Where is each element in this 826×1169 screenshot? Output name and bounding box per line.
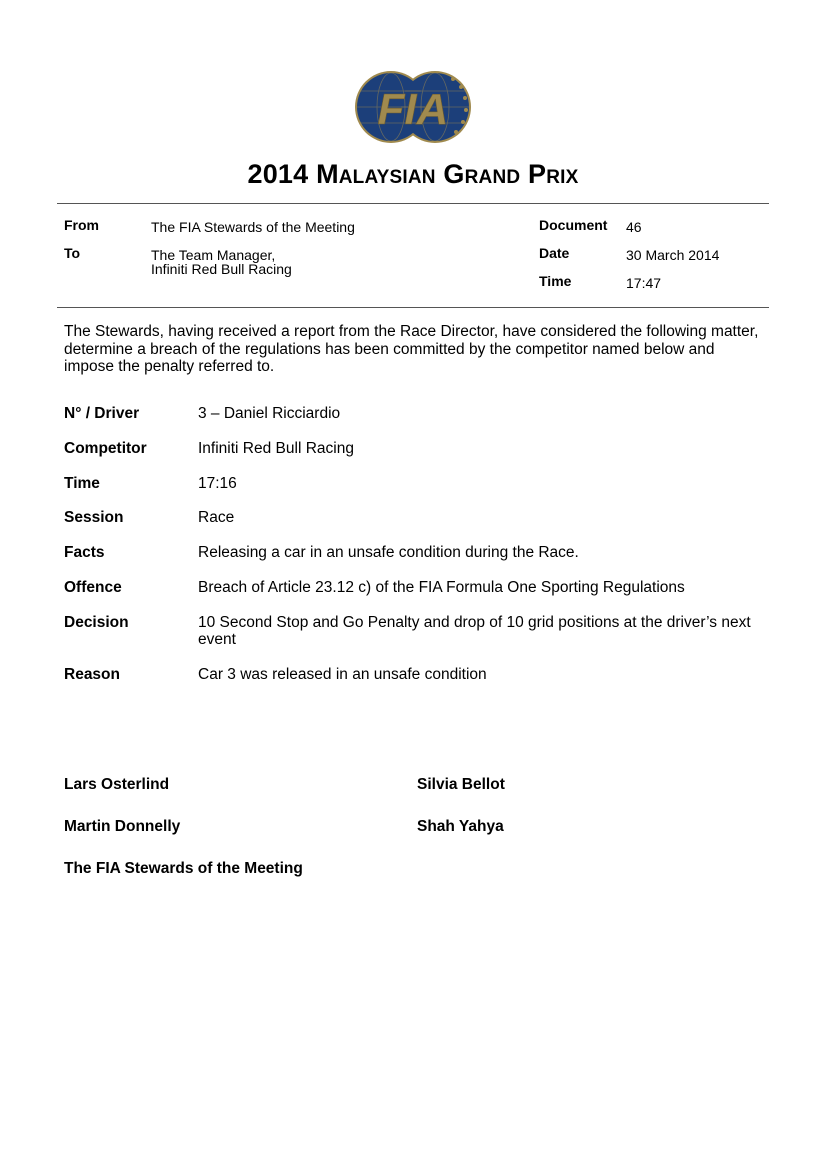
steward-name: Lars Osterlind: [64, 776, 170, 793]
document-value: 46: [626, 219, 642, 235]
competitor-label: Competitor: [64, 440, 147, 457]
incident-time-label: Time: [64, 475, 100, 492]
decision-value: 10 Second Stop and Go Penalty and drop of 10 grid positions at the driver’s next event: [198, 614, 751, 648]
reason-value: Car 3 was released in an unsafe condition: [198, 666, 487, 683]
facts-value: Releasing a car in an unsafe condition during the Race.: [198, 544, 579, 561]
date-value: 30 March 2014: [626, 247, 720, 263]
time-label: Time: [539, 273, 572, 289]
signature-footer: The FIA Stewards of the Meeting: [64, 860, 303, 877]
incident-time-value: 17:16: [198, 475, 237, 492]
driver-label: N° / Driver: [64, 405, 140, 422]
offence-value: Breach of Article 23.12 c) of the FIA Formula One Sporting Regulations: [198, 579, 685, 596]
to-label: To: [64, 245, 81, 261]
steward-name: Shah Yahya: [417, 818, 504, 835]
document-label: Document: [539, 217, 608, 233]
top-divider: [57, 203, 769, 204]
facts-label: Facts: [64, 544, 105, 561]
steward-name: Silvia Bellot: [417, 776, 505, 793]
fia-logo-text: FIA: [377, 85, 449, 134]
fia-logo: [355, 67, 471, 147]
driver-value: 3 – Daniel Ricciardio: [198, 405, 341, 422]
offence-label: Offence: [64, 579, 122, 596]
intro-paragraph: The Stewards, having received a report from the Race Director, have considered the following matter, determine a breach of the regulations has been committed by the competitor named below and impose the penalty referred to.: [64, 323, 759, 375]
reason-label: Reason: [64, 666, 120, 683]
to-value-line2: Infiniti Red Bull Racing: [151, 261, 292, 277]
from-label: From: [64, 217, 99, 233]
competitor-value: Infiniti Red Bull Racing: [198, 440, 354, 457]
from-value: The FIA Stewards of the Meeting: [151, 219, 355, 235]
date-label: Date: [539, 245, 570, 261]
bottom-divider: [57, 307, 769, 308]
session-label: Session: [64, 509, 124, 526]
page-title: 2014 Malaysian Grand Prix: [247, 159, 579, 189]
decision-label: Decision: [64, 614, 129, 631]
to-value-line1: The Team Manager,: [151, 247, 276, 263]
steward-name: Martin Donnelly: [64, 818, 181, 835]
time-value: 17:47: [626, 275, 662, 291]
session-value: Race: [198, 509, 235, 526]
